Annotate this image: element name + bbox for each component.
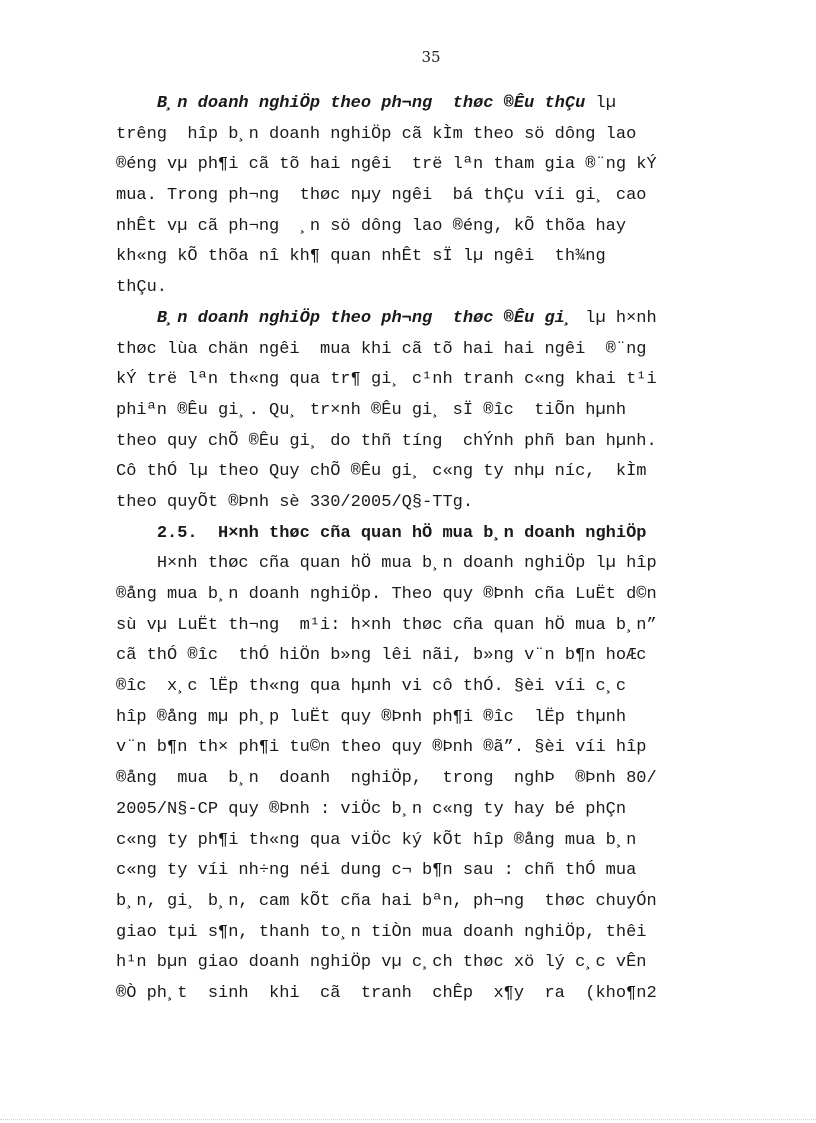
text-line: ®éng vµ ph¶i cã tõ hai ngêi trë lªn tham gia ®¨ng kÝ: [116, 155, 657, 175]
text-line: thøc lùa chän ngêi mua khi cã tõ hai hai ngêi ®¨ng: [116, 339, 647, 359]
text-line: sù vµ LuËt th¬ng m¹i: h×nh thøc cña quan hÖ mua b¸n”: [116, 615, 657, 635]
text-line: mua. Trong ph¬ng thøc nµy ngêi bá thÇu víi gi¸ cao: [116, 186, 647, 206]
text-line: nhÊt vµ cã ph¬ng ¸n sö dông lao ®éng, kÕ thõa hay: [116, 216, 627, 236]
text-line: ®ång mua b¸n doanh nghiÖp. Theo quy ®Þnh cña LuËt d©n: [116, 585, 657, 604]
text-line: ®ång mua b¸n doanh nghiÖp, trong nghÞ ®Þnh 80/: [116, 769, 657, 789]
page-bottom-rule: [0, 1119, 816, 1120]
text-line: thÇu.: [116, 278, 168, 298]
text-line: ®îc x¸c lËp th«ng qua hµnh vi cô thÓ. §èi víi c¸c: [116, 677, 627, 697]
section-heading: 2.5. H×nh thøc cña quan hÖ mua b¸n doanh nghiÖp: [156, 523, 647, 543]
page-number: 35: [421, 48, 441, 66]
paragraph-1-lead-tail: lµ: [585, 94, 616, 113]
paragraph-1-lead-term: B¸n doanh nghiÖp theo ph¬ng thøc ®Êu thÇu: [156, 94, 586, 113]
text-line: kÝ trë lªn th«ng qua tr¶ gi¸ c¹nh tranh c«ng khai t¹i: [116, 370, 657, 390]
text-line: theo quy chÕ ®Êu gi¸ do thñ tíng chÝnh phñ ban hµnh.: [116, 431, 657, 451]
text-line: ®Ò ph¸t sinh khi cã tranh chÊp x¶y ra (kho¶n2: [116, 983, 657, 1003]
section-heading-line: [116, 519, 730, 550]
paragraph-3-first-line: [116, 549, 730, 580]
text-line: Cô thÓ lµ theo Quy chÕ ®Êu gi¸ c«ng ty nhµ níc, kÌm: [116, 462, 647, 482]
text-line: theo quyÕt ®Þnh sè 330/2005/Q§-TTg.: [116, 492, 474, 512]
paragraph-3-first-text: H×nh thøc cña quan hÖ mua b¸n doanh nghiÖp lµ hîp: [156, 554, 657, 574]
text-line: trêng hîp b¸n doanh nghiÖp cã kÌm theo sö dông lao: [116, 124, 637, 144]
text-line: kh«ng kÕ thõa nî kh¶ quan nhÊt sÏ lµ ngêi th¾ng: [116, 247, 606, 267]
text-line: v¨n b¶n th× ph¶i tu©n theo quy ®Þnh ®ã”. §èi víi hîp: [116, 738, 647, 758]
text-line: h¹n bµn giao doanh nghiÖp vµ c¸ch thøc xö lý c¸c vÊn: [116, 953, 647, 973]
text-line: c«ng ty ph¶i th«ng qua viÖc ký kÕt hîp ®ång mua b¸n: [116, 830, 637, 850]
text-line: cã thÓ ®îc thÓ hiÖn b»ng lêi nãi, b»ng v¨n b¶n hoÆc: [116, 646, 647, 666]
text-line: phiªn ®Êu gi¸. Qu¸ tr×nh ®Êu gi¸ sÏ ®îc tiÕn hµnh: [116, 400, 627, 420]
text-line: c«ng ty víi nh÷ng néi dung c¬ b¶n sau : chñ thÓ mua: [116, 861, 637, 881]
text-line: b¸n, gi¸ b¸n, cam kÕt cña hai bªn, ph¬ng thøc chuyÓn: [116, 891, 657, 911]
text-line: giao tµi s¶n, thanh to¸n tiÒn mua doanh nghiÖp, thêi: [116, 922, 647, 942]
text-line: 2005/N§-CP quy ®Þnh : viÖc b¸n c«ng ty hay bé phÇn: [116, 799, 627, 819]
paragraph-2-first-line: [116, 304, 730, 335]
paragraph-1-first-line: [116, 89, 730, 120]
body-text: [116, 89, 730, 1010]
text-line: hîp ®ång mµ ph¸p luËt quy ®Þnh ph¶i ®îc lËp thµnh: [116, 707, 627, 727]
paragraph-2-lead-term: B¸n doanh nghiÖp theo ph¬ng thøc ®Êu gi¸: [156, 308, 576, 328]
paragraph-2-lead-tail: lµ h×nh: [575, 308, 657, 328]
